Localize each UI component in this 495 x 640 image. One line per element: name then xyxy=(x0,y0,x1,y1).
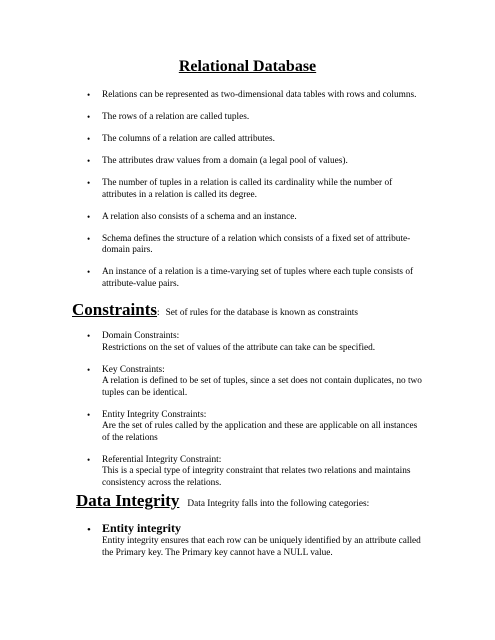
page-title: Relational Database xyxy=(178,58,317,75)
list-item: • A relation also consists of a schema and an instance. xyxy=(87,211,297,222)
list-item: • The number of tuples in a relation is called its cardinality while the number of attributes in a relation is called its degree. xyxy=(87,178,393,200)
list-item: • Relations can be represented as two-dimensional data tables with rows and columns. xyxy=(87,90,417,100)
bullet-icon: • xyxy=(87,524,91,536)
constraint-text: Are the set of rules called by the application and these are applicable on all instances of the relations xyxy=(102,421,418,443)
list-item: • The columns of a relation are called attributes. xyxy=(87,134,275,144)
entity-integrity-item xyxy=(0,521,495,559)
constraints-list xyxy=(0,331,495,500)
list-item xyxy=(0,410,495,445)
constraint-name: Referential Integrity Constraint: xyxy=(102,454,222,465)
constraint-text: Restrictions on the set of values of the attribute can take can be specified. xyxy=(102,342,376,353)
data-integrity-heading: Data Integrity xyxy=(76,491,180,510)
data-integrity-heading-row xyxy=(76,491,369,511)
list-item xyxy=(0,365,495,400)
bullet-icon: • xyxy=(87,267,91,277)
bullet-icon: • xyxy=(87,233,91,244)
intro-bullet-list xyxy=(0,90,495,301)
bullet-icon: • xyxy=(87,134,91,144)
list-item: • The attributes draw values from a domain (a legal pool of values). xyxy=(87,156,348,166)
bullet-icon: • xyxy=(87,364,91,375)
bullet-icon: • xyxy=(87,331,91,341)
bullet-icon: • xyxy=(87,90,91,100)
bullet-icon: • xyxy=(87,178,91,188)
constraint-text: This is a special type of integrity constraint that relates two relations and maintains consistency across the relations. xyxy=(102,466,411,488)
bullet-icon: • xyxy=(87,112,91,122)
list-item: • An instance of a relation is a time-varying set of tuples where each tuple consists of attribute-value pairs. xyxy=(87,267,414,289)
list-item: • The rows of a relation are called tuples. xyxy=(87,112,250,122)
bullet-icon: • xyxy=(87,454,91,465)
list-item xyxy=(0,455,495,490)
constraint-text: A relation is defined to be set of tuples, since a set does not contain duplicates, no two tuples can be identical. xyxy=(102,376,422,398)
constraint-name: Key Constraints: xyxy=(102,364,165,375)
entity-integrity-heading: Entity integrity xyxy=(102,521,181,535)
bullet-icon: • xyxy=(87,409,91,420)
constraint-name: Domain Constraints: xyxy=(102,331,180,341)
constraints-heading-row: Constraints: Set of rules for the database is known as constraints xyxy=(72,300,358,319)
bullet-icon: • xyxy=(87,211,91,222)
list-item xyxy=(0,331,495,354)
constraints-heading: Constraints xyxy=(72,300,158,319)
constraint-name: Entity Integrity Constraints: xyxy=(102,409,207,420)
bullet-icon: • xyxy=(87,156,91,166)
list-item: • Schema defines the structure of a relation which consists of a fixed set of attribute-domain pairs. xyxy=(87,233,411,255)
entity-integrity-text: Entity integrity ensures that each row can be uniquely identified by an attribute called the Primary key. The Primary key cannot have a NULL value. xyxy=(102,536,421,558)
constraints-description: Set of rules for the database is known as constraints xyxy=(165,308,358,318)
data-integrity-description: Data Integrity falls into the following categories: xyxy=(187,499,370,509)
